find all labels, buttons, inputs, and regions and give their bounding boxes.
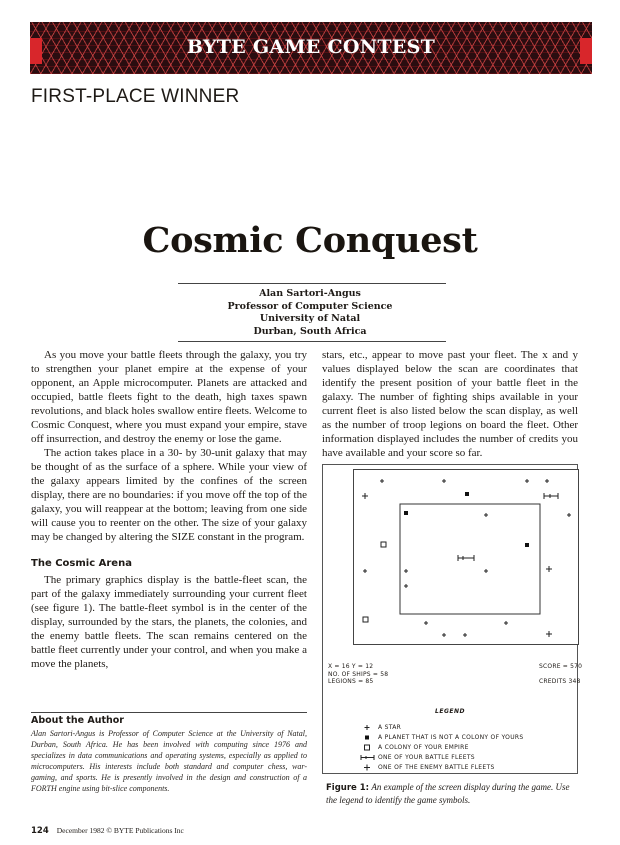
credits-readout: CREDITS 348 xyxy=(539,678,581,685)
paragraph-intro: As you move your battle fleets through the galaxy, you try to strengthen your planet empire at the expense of your opponent, an Apple microcomputer. Planets are attacked and occupied, battle fleets fight to the death, high taxes spawn revolutions, and black holes swallow entire fleets. Welcome to Cosmic Conquest, where you must expand your empire, stave off insurrection, and destroy the enemy or lose the game. xyxy=(31,349,307,445)
author-university: University of Natal xyxy=(259,313,361,324)
star-icon xyxy=(424,621,428,625)
star-icon xyxy=(442,633,446,637)
article-title: Cosmic Conquest xyxy=(142,220,478,261)
caption-text: An example of the screen display during the game. Use the legend to identify the game symbols. xyxy=(326,782,570,805)
byline-top-rule xyxy=(178,283,446,284)
planet-icon xyxy=(404,511,408,515)
legend-label: ONE OF YOUR BATTLE FLEETS xyxy=(378,754,475,761)
byline xyxy=(0,288,620,338)
colonies xyxy=(363,542,386,622)
score-readout: SCORE = 570 xyxy=(539,663,583,670)
contest-banner xyxy=(30,22,592,74)
enemy-fleets xyxy=(362,493,552,637)
colony-icon xyxy=(381,542,386,547)
galaxy-boundary xyxy=(400,504,540,614)
banner-title: BYTE GAME CONTEST xyxy=(186,36,436,58)
about-rule xyxy=(31,712,307,713)
fleet-icon xyxy=(544,493,558,499)
coordinates-readout: X = 16 Y = 12 xyxy=(328,663,374,670)
star-icon xyxy=(484,513,488,517)
fleet-icon xyxy=(360,753,376,762)
left-column xyxy=(31,348,307,671)
page-footer xyxy=(31,826,184,836)
star-icon xyxy=(463,633,467,637)
paragraph-scan: stars, etc., appear to move past your fleet. The x and y values displayed below the scan are coordinates that identify the present position of your battle fleet in the galaxy. The number of fighting ships available in your current fleet is also listed below the scan display, as well as the number of troop legions on board the fleet. Other information displayed includes the number of credits you have available and your score so far. xyxy=(322,349,578,459)
paragraph-arena: The primary graphics display is the battle-fleet scan, the part of the galaxy immediately surrounding your current fleet (see figure 1). The battle-fleet symbol is in the center of the display, surrounded by the stars, the planets, the colonies, and the enemy battle fleets. The scan remains centered on the battle fleet currently under your control, and when you make a move the planets, xyxy=(31,574,307,670)
planet-icon xyxy=(465,492,469,496)
star-icon xyxy=(442,479,446,483)
planets xyxy=(404,492,529,547)
star-icon xyxy=(504,621,508,625)
star-icon xyxy=(567,513,571,517)
legend-title: LEGEND xyxy=(435,708,465,715)
author-city: Durban, South Africa xyxy=(253,325,367,337)
legend-label: A PLANET THAT IS NOT A COLONY OF YOURS xyxy=(378,734,524,741)
page-number: 124 xyxy=(31,826,49,836)
star-icon xyxy=(545,479,549,483)
ships-readout: NO. OF SHIPS = 58 xyxy=(328,670,389,678)
enemy-fleet-icon xyxy=(360,763,374,772)
colony-icon xyxy=(360,743,374,752)
legions-readout: LEGIONS = 85 xyxy=(328,678,374,685)
star-icon xyxy=(525,479,529,483)
right-column xyxy=(322,348,578,460)
star-icon xyxy=(380,479,384,483)
stats-left xyxy=(328,663,388,686)
star-icon xyxy=(404,584,408,588)
enemy-fleet-icon xyxy=(546,566,552,572)
star-icon xyxy=(363,569,367,573)
author-name: Alan Sartori-Angus xyxy=(259,288,361,299)
enemy-fleet-icon xyxy=(362,493,368,499)
legend-label: ONE OF THE ENEMY BATTLE FLEETS xyxy=(378,764,495,771)
legend-label: A COLONY OF YOUR EMPIRE xyxy=(378,744,469,751)
about-author-body: Alan Sartori-Angus is Professor of Computer Science at the University of Natal, Durban, South Africa. He has been involved with computing since 1976 and specializes in data communications and operating systems, especially as applied to microcomputers. His interests include both standard and computer chess, war-gaming, and sports. He is presently involved in the design and construction of a FORTH engine using bit-slice components. xyxy=(31,729,307,794)
colony-icon xyxy=(363,617,368,622)
about-author xyxy=(31,715,307,795)
first-place-heading: FIRST-PLACE WINNER xyxy=(31,86,240,107)
caption-label: Figure 1: xyxy=(326,783,370,793)
planet-icon xyxy=(525,543,529,547)
battle-fleets xyxy=(458,493,558,561)
planet-icon xyxy=(360,733,374,742)
paragraph-galaxy: The action takes place in a 30- by 30-unit galaxy that may be thought of as the surface of a sphere. While your view of the galaxy appears limited by the confines of the screen display, there are no boundaries: if you move off the top of the galaxy, you will reappear at the bottom; leaving from one side will cause you to reenter on the other. The size of your galaxy may be changed by altering the SIZE constant in the program. xyxy=(31,447,307,543)
legend-label: A STAR xyxy=(378,724,402,731)
about-author-heading: About the Author xyxy=(31,715,124,726)
fleet-icon xyxy=(458,555,474,561)
figure-caption xyxy=(326,782,576,806)
star-icon xyxy=(404,569,408,573)
enemy-fleet-icon xyxy=(546,631,552,637)
star-icon xyxy=(484,569,488,573)
scan-graphic xyxy=(354,470,578,644)
battle-fleet-scan xyxy=(353,469,579,645)
author-title: Professor of Computer Science xyxy=(227,300,393,312)
section-heading: The Cosmic Arena xyxy=(31,558,132,569)
star-icon xyxy=(360,723,374,732)
footer-text: December 1982 © BYTE Publications Inc xyxy=(56,826,184,835)
byline-bottom-rule xyxy=(178,341,446,342)
